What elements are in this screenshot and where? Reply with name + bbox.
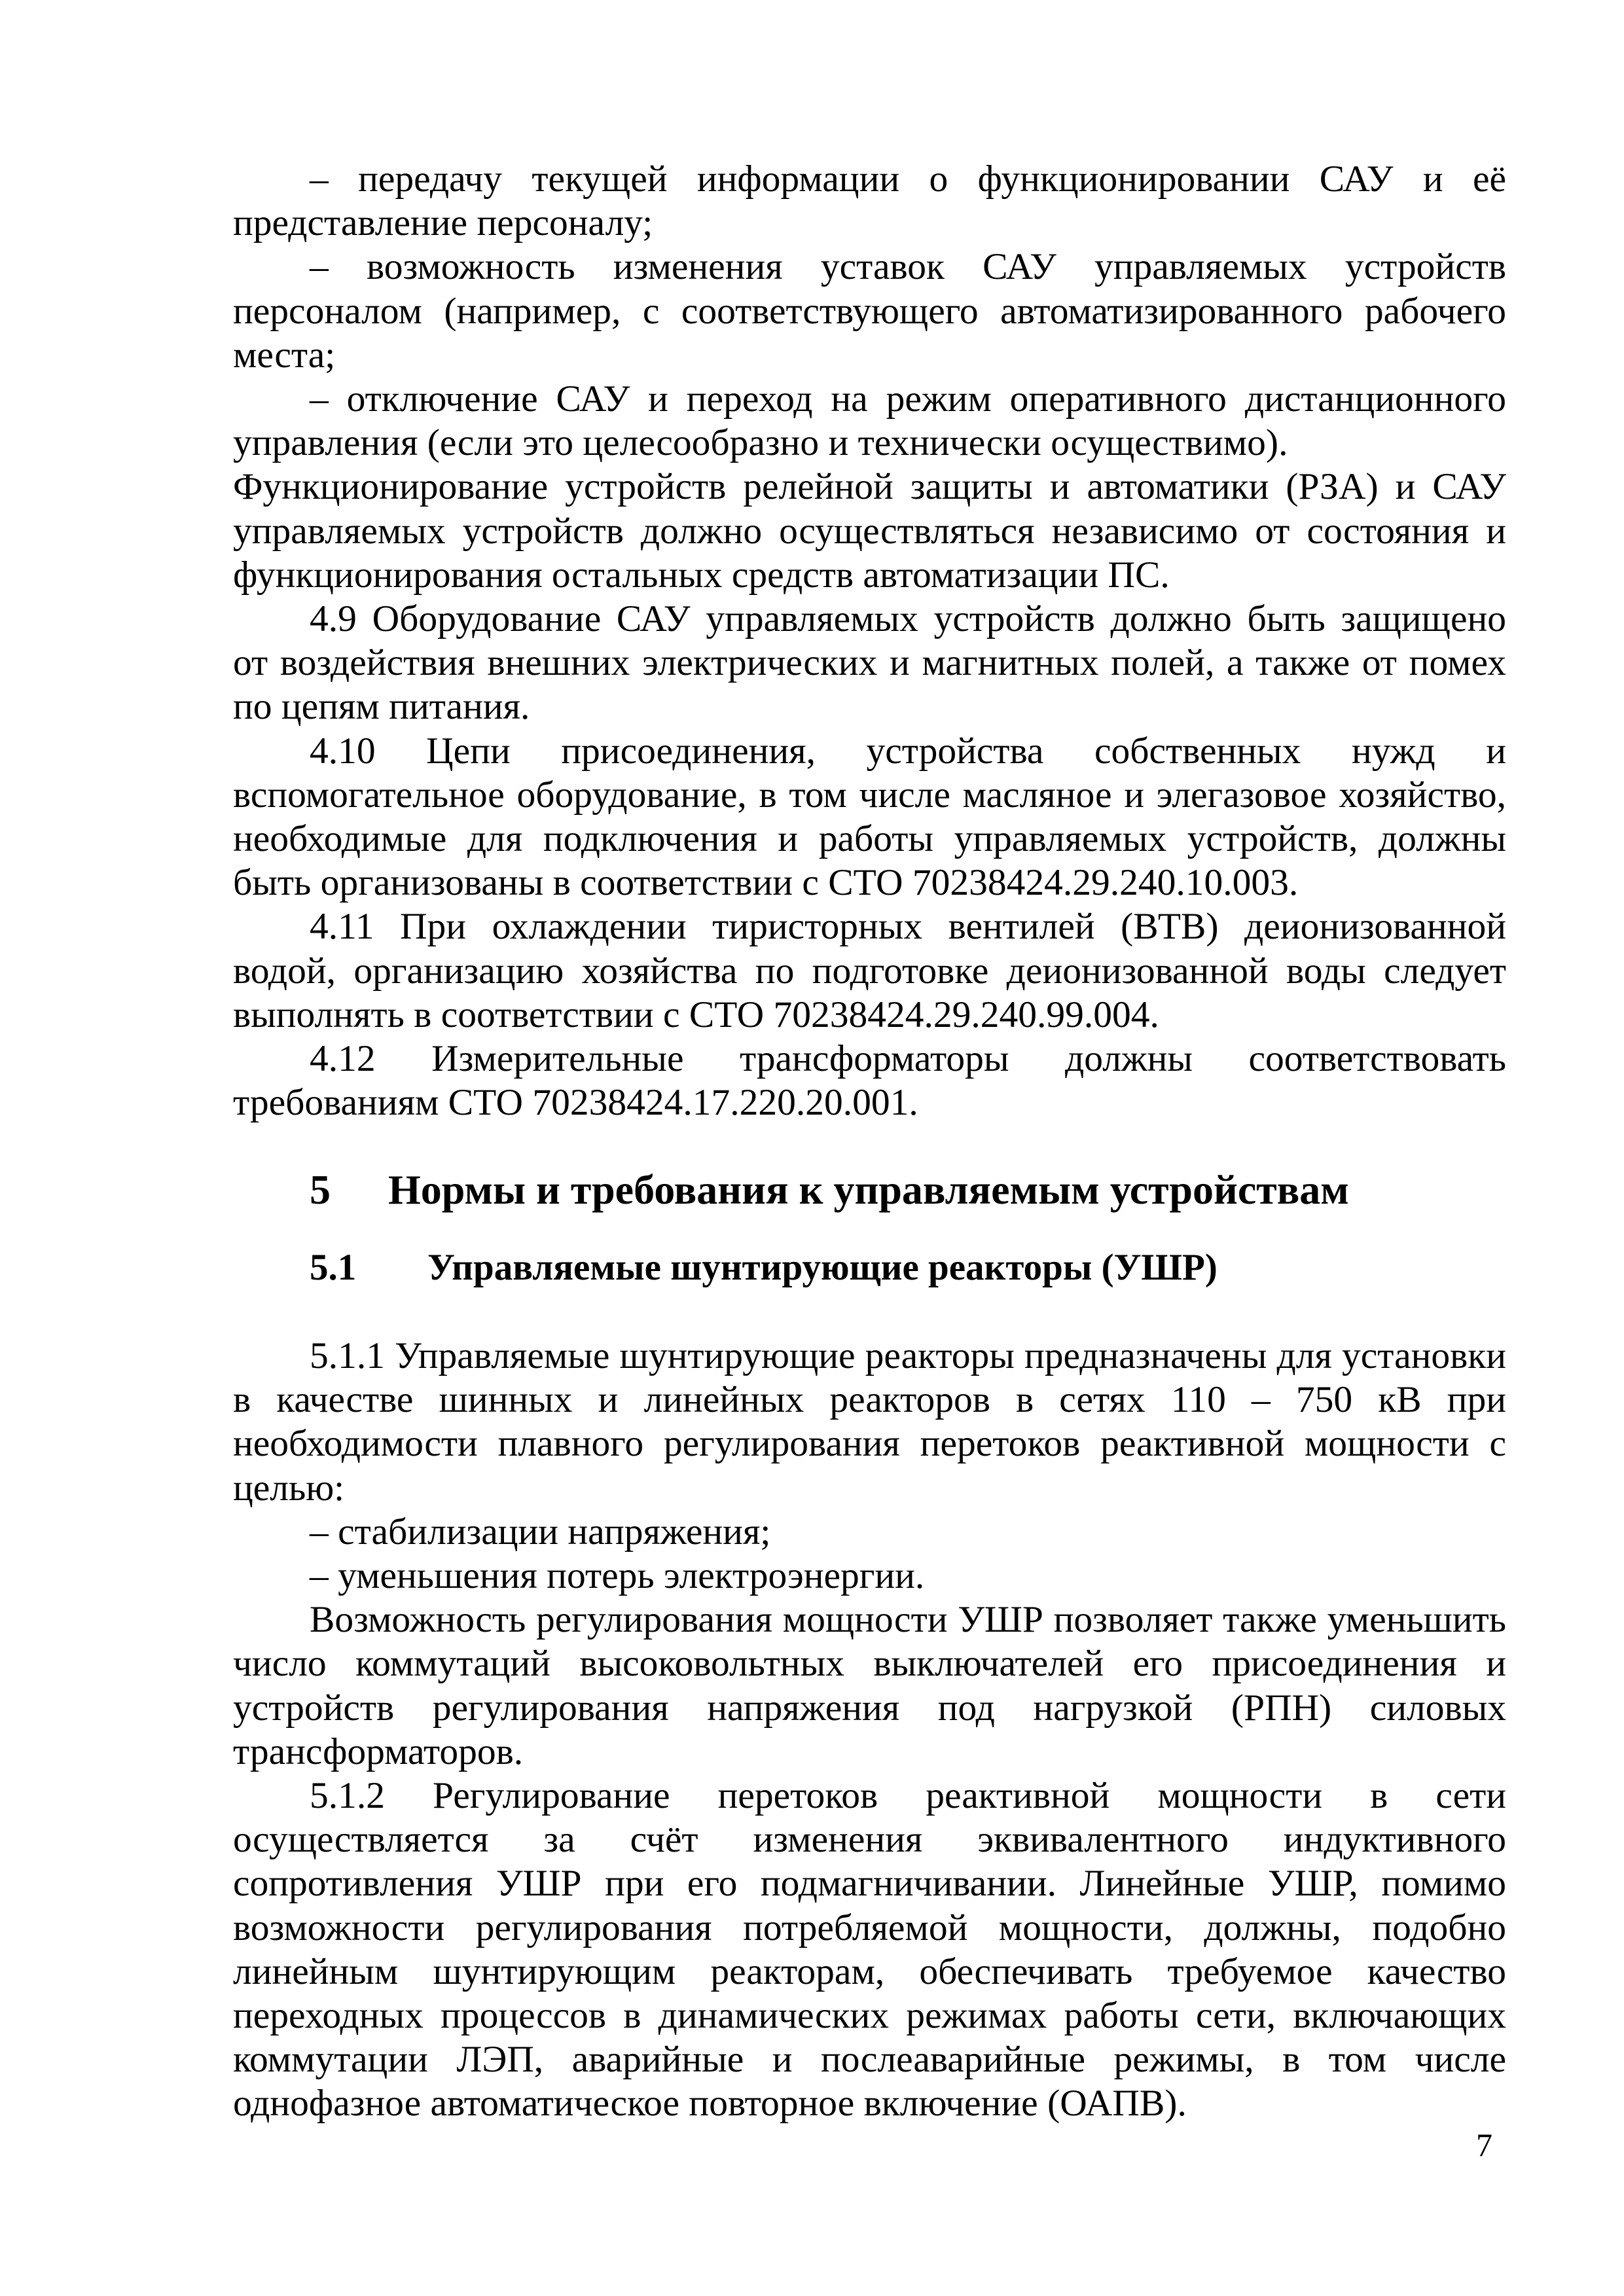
subsection-5-1-heading xyxy=(233,1245,1218,1291)
page-number: 7 xyxy=(1476,2126,1492,2163)
bullet-disable-sau: – отключение САУ и переход на режим оперативного дистанционного управления (если это целесообразно и технически осуществимо). xyxy=(233,378,1506,464)
clause-4-11: 4.11 При охлаждении тиристорных вентилей (ВТВ) деионизованной водой, организацию хозяйства по подготовке деионизованной воды следует выполнять в соответствии с СТО 70238424.29.240.99.004. xyxy=(233,906,1506,1035)
bullet-setpoint-change: – возможность изменения уставок САУ управляемых устройств персоналом (например, с соответствующего автоматизированного рабочего места; xyxy=(233,246,1506,376)
clause-4-9: 4.9 Оборудование САУ управляемых устройств должно быть защищено от воздействия внешних электрических и магнитных полей, а также от помех по цепям питания. xyxy=(233,598,1506,728)
subsection-5-1-number: 5.1 xyxy=(310,1247,357,1288)
text-block-ushr xyxy=(233,1334,1506,2126)
subsection-5-1-title: Управляемые шунтирующие реакторы (УШР) xyxy=(427,1247,1218,1288)
clause-5-1-2: 5.1.2 Регулирование перетоков реактивной мощности в сети осуществляется за счёт изменения эквивалентного индуктивного сопротивления УШР при его подмагничивании. Линейные УШР, помимо возможности регулирования потребляемой мощности, должны, подобно линейным шунтирующим реакторам, обеспечивать требуемое качество переходных процессов в динамических режимах работы сети, включающих коммутации ЛЭП, аварийные и послеаварийные режимы, в том числе однофазное автоматическое повторное включение (ОАПВ). xyxy=(233,1775,1506,2125)
clause-5-1-1: 5.1.1 Управляемые шунтирующие реакторы предназначены для установки в качестве шинных и линейных реакторов в сетях 110 – 750 кВ при необходимости плавного регулирования перетоков реактивной мощности с целью: xyxy=(233,1335,1506,1509)
paragraph-rza-independence: Функционирование устройств релейной защиты и автоматики (РЗА) и САУ управляемых устройств должно осуществляться независимо от состояния и функционирования остальных средств автоматизации ПС. xyxy=(233,466,1506,596)
paragraph-switching-reduction: Возможность регулирования мощности УШР позволяет также уменьшить число коммутаций высоковольтных выключателей его присоединения и устройств регулирования напряжения под нагрузкой (РПН) силовых трансформаторов. xyxy=(233,1599,1506,1772)
section-5-number: 5 xyxy=(310,1166,331,1213)
bullet-voltage-stabilization: – стабилизации напряжения; xyxy=(310,1511,771,1552)
bullet-loss-reduction: – уменьшения потерь электроэнергии. xyxy=(310,1555,925,1597)
clause-4-12: 4.12 Измерительные трансформаторы должны соответствовать требованиям СТО 70238424.17.220.20.001. xyxy=(233,1038,1506,1124)
section-5-heading xyxy=(233,1164,1349,1216)
bullet-info-transfer: – передачу текущей информации о функционировании САУ и её представление персоналу; xyxy=(233,158,1506,244)
section-5-title: Нормы и требования к управляемым устройствам xyxy=(388,1166,1349,1213)
text-block-requirements xyxy=(233,157,1506,1124)
clause-4-10: 4.10 Цепи присоединения, устройства собственных нужд и вспомогательное оборудование, в том числе масляное и элегазовое хозяйство, необходимые для подключения и работы управляемых устройств, должны быть организованы в соответствии с СТО 70238424.29.240.10.003. xyxy=(233,730,1506,904)
